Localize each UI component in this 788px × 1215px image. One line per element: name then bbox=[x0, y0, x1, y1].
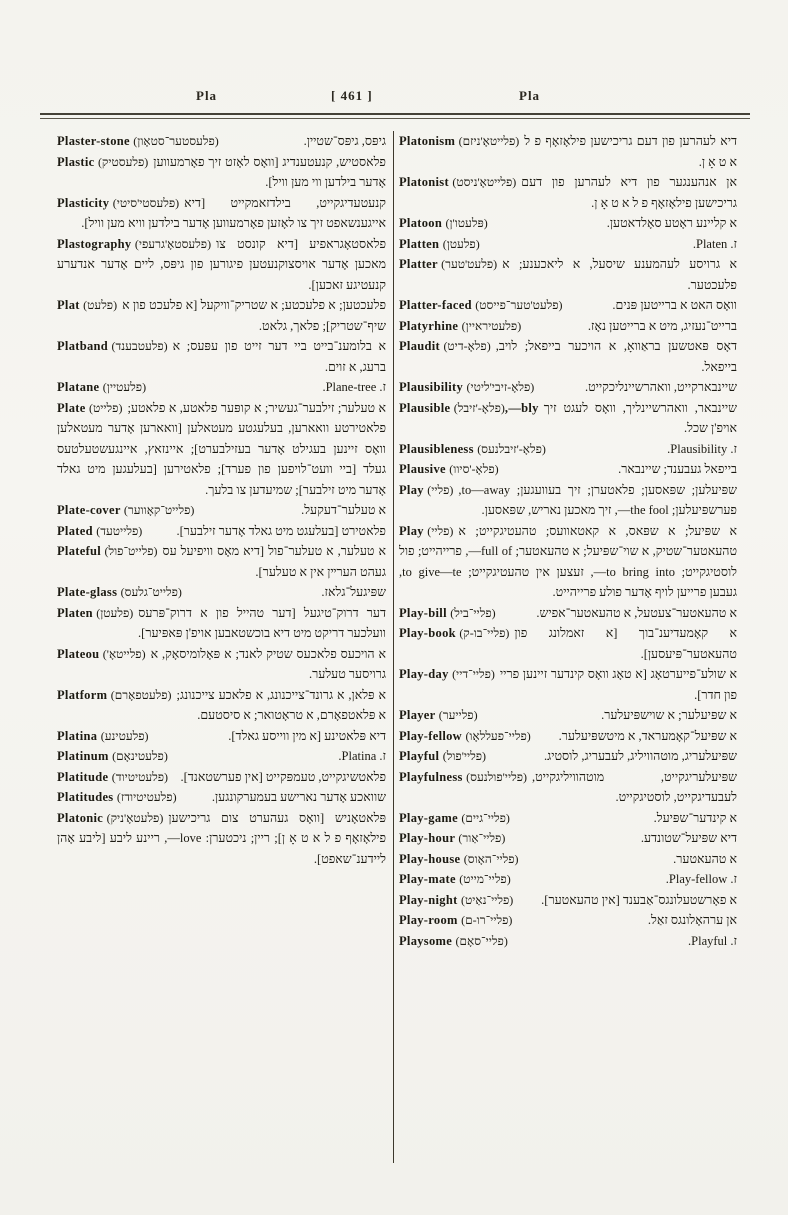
entry-headword: Platinum (פלעטינאָם) bbox=[57, 749, 168, 763]
dictionary-entry bbox=[399, 931, 737, 952]
dictionary-entry bbox=[399, 705, 737, 726]
entry-definition: ז. Playful. bbox=[688, 933, 737, 948]
entry-pronunciation: (פלעטיראיין) bbox=[461, 318, 522, 333]
entry-headword: Plausive (פלאָ-'סיוו) bbox=[399, 462, 499, 476]
entry-pronunciation: (פלעט'טער) bbox=[441, 257, 498, 271]
dictionary-entry bbox=[399, 664, 737, 705]
dictionary-entry bbox=[399, 295, 737, 316]
dictionary-entry bbox=[57, 808, 386, 870]
dictionary-entry bbox=[57, 541, 386, 582]
entry-pronunciation: (פליי) bbox=[427, 482, 454, 497]
dictionary-entry bbox=[399, 828, 737, 849]
entry-definition: גיפּס, גיפּס־שטיין. bbox=[303, 134, 386, 148]
dictionary-entry bbox=[57, 787, 386, 808]
dictionary-columns bbox=[57, 131, 737, 1163]
entry-headword: Platter-faced (פלעט'טער־פייסט) bbox=[399, 298, 563, 312]
entry-pronunciation: (פלייט) bbox=[89, 400, 123, 415]
entry-definition: אן ערהאָלונגס זאַל. bbox=[647, 913, 737, 927]
entry-pronunciation: (פלאָ-דיט) bbox=[443, 339, 491, 353]
entry-headword: Platonism (פלייטאָ'ניזם) bbox=[399, 134, 520, 148]
entry-pronunciation: (פליי'פול) bbox=[442, 749, 487, 763]
dictionary-entry bbox=[399, 234, 737, 255]
entry-definition: דיא שפּיעל־שטונדע. bbox=[640, 831, 737, 845]
entry-pronunciation: (פליי־מייט) bbox=[459, 872, 511, 886]
dictionary-entry bbox=[57, 746, 386, 767]
dictionary-entry bbox=[399, 808, 737, 829]
entry-pronunciation: (פלעטינע) bbox=[100, 728, 149, 743]
entry-pronunciation: (פלייטאָ'ניזם) bbox=[458, 134, 520, 148]
entry-pronunciation: (פלעטינאָם) bbox=[112, 749, 168, 763]
entry-definition: שפּיעלעריגקייט, מוטהוויליגקייט, לעבעדיגקייט, לוסטיגקייט. bbox=[532, 769, 737, 804]
entry-definition: א הויכעס פלאכעס שטיק לאנד; א פּאָלומיסאָק, א גרויסער טעלער. bbox=[150, 646, 386, 681]
entry-headword: Play-book (פליי־בו-ק) bbox=[399, 626, 510, 640]
entry-definition: קנעטעדיגקייט, בילדזאמקייט [דיא אייגענשאפט זיך צו לאָזען פאָרמעווען אָדער בילדען וויא מען וויל]. bbox=[81, 195, 386, 230]
entry-definition: א קאָמעדיענ־בוך [א זאמלונג פון טהעאטער־פּיעסען]. bbox=[514, 626, 737, 661]
entry-definition: ז. Plausibility. bbox=[667, 441, 737, 456]
entry-definition: א טעלער; זילבער־געשיר; א קופּער פלאטע, א פלאטע; פלאטירטע וואארען, בעלעגטע מעטאלען [וואארען אָדער מעטאלען וואָס זיינען בעגילט אָדער בעזילבערט]; איינזאץ, איינגעשטעלטעס געלד [ביי וועט־לויפען פון פערד]; פלאטירען [בעלעגען מיט גאלד אָדער מיט זילבער]; שמיעדען צו בלעך. bbox=[57, 400, 386, 497]
entry-pronunciation: (פלייטעד) bbox=[96, 523, 143, 538]
entry-headword: Plastic (פלעסטיק) bbox=[57, 154, 149, 169]
entry-headword: Platoon (פּלעטו'ן) bbox=[399, 216, 488, 230]
entry-headword: Platitude (פלעטיטיוד) bbox=[57, 769, 169, 784]
entry-pronunciation: (פלייער) bbox=[438, 708, 478, 722]
dictionary-entry bbox=[57, 767, 386, 788]
entry-headword: Play (פליי) bbox=[399, 523, 454, 538]
entry-pronunciation: (פלעט'טער־פייסט) bbox=[475, 298, 563, 312]
entry-pronunciation: (פלאָ-'זיבלנעס) bbox=[477, 441, 546, 456]
entry-pronunciation: (פלעטן) bbox=[442, 236, 480, 251]
entry-headword: Plausible (פלאָ-'זיבל),—bly bbox=[399, 400, 539, 415]
entry-pronunciation: (פליי־אַור) bbox=[458, 831, 506, 845]
entry-pronunciation: (פלאָ-'זיבל) bbox=[453, 400, 505, 415]
entry-headword: Platter (פלעט'טער) bbox=[399, 257, 498, 271]
entry-pronunciation: (פלעט) bbox=[83, 298, 118, 312]
entry-headword: Play-mate (פליי־מייט) bbox=[399, 872, 511, 886]
entry-definition: א שפּיעל־קאָמעראד, א מיטשפּיעלער. bbox=[558, 728, 737, 743]
entry-definition: אן אנהענגער פון דיא לעהרען פון דעם גריכישען פילאָזאָף פ ל א ט אָ ן. bbox=[521, 175, 737, 210]
entry-pronunciation: (פליי) bbox=[427, 523, 454, 538]
entry-definition: א קינדער־שפּיעל. bbox=[653, 810, 737, 825]
dictionary-entry bbox=[57, 644, 386, 685]
entry-definition: א טעלער־דעקעל. bbox=[301, 503, 386, 517]
entry-definition: דיא פּלאטינע [א מין ווייסע גאלד]. bbox=[228, 728, 386, 743]
dictionary-entry bbox=[57, 377, 386, 398]
entry-definition: א טהעאטער־צעטעל, א טהעאטער־אפיש. bbox=[536, 605, 737, 620]
entry-headword: Plateful (פלייט־פול) bbox=[57, 544, 158, 558]
dictionary-entry bbox=[57, 234, 386, 296]
entry-headword: Plate-cover (פלייט־קאָווער) bbox=[57, 503, 195, 517]
entry-definition: דער דרוק־טיגעל [דער טהייל פון א דרוק־פּרעס וועלכער דריקט מיט דיא בוכשטאבען אויפ'ן פּאפּיער]. bbox=[138, 605, 386, 640]
right-column bbox=[399, 131, 737, 1163]
dictionary-entry bbox=[399, 316, 737, 337]
entry-pronunciation: (פלעטיטיוד) bbox=[111, 769, 169, 784]
running-head-right: Pla bbox=[519, 88, 541, 103]
entry-headword: Play-room (פליי־רו-ם) bbox=[399, 913, 513, 927]
entry-definition: פלאסטאָגראפיע [דיא קונסט צו מאכען אָדער אויסצוקנעטען פיגורען פון גיפּס, ליים אָדער אנדערע קנעטיגע זאכען]. bbox=[57, 236, 386, 292]
dictionary-entry bbox=[57, 521, 386, 542]
entry-pronunciation: (פלייטאָ') bbox=[102, 646, 146, 661]
entry-definition: ז. Platina. bbox=[338, 749, 386, 763]
dictionary-entry bbox=[399, 849, 737, 870]
dictionary-entry bbox=[399, 213, 737, 234]
entry-headword: Play-day (פליי־דיי) bbox=[399, 667, 495, 681]
entry-pronunciation: (פליי־נאַיט) bbox=[461, 892, 514, 907]
entry-pronunciation: (פלעטפאָרם) bbox=[110, 687, 172, 702]
left-column bbox=[57, 131, 386, 1163]
entry-headword: Plated (פלייטעד) bbox=[57, 523, 143, 538]
entry-headword: Platonist (פלייטאָ'ניסט) bbox=[399, 175, 517, 189]
entry-headword: Platen (פלעטן) bbox=[57, 605, 134, 620]
entry-definition: בייפאל געבענד; שיינבאר. bbox=[618, 462, 737, 476]
dictionary-entry bbox=[399, 623, 737, 664]
entry-headword: Platina (פלעטינע) bbox=[57, 728, 149, 743]
entry-definition: פּלאטאָניש [וואָס געהערט צום גריכישען פילאָזאָף פ ל א ט אָ ן]; ריין; ניכטערן: love—, ריינע ליבע [ליבע אָהן ליידענ־שאפט]. bbox=[57, 810, 386, 866]
entry-pronunciation: (פלעטיין) bbox=[102, 380, 147, 394]
entry-pronunciation: (פלעטאָ'ניק) bbox=[106, 810, 164, 825]
entry-definition: פלאטירט [בעלעגט מיט גאלד אָדער זילבער]. bbox=[176, 523, 386, 538]
entry-headword: Play-fellow (פליי־פעללאָו) bbox=[399, 728, 531, 743]
entry-definition: א טעלער, א טעלער־פול [דיא מאָס וויפיעל עס געהט הערײן אין א טעלער]. bbox=[162, 544, 386, 579]
dictionary-entry bbox=[399, 459, 737, 480]
dictionary-entry bbox=[399, 746, 737, 767]
entry-definition: ברייט־נעזיג, מיט א ברייטען נאָז. bbox=[587, 318, 737, 333]
entry-pronunciation: (פלעסטער־סטאָון) bbox=[133, 134, 219, 148]
entry-pronunciation: (פליי־גיים) bbox=[461, 810, 510, 825]
entry-definition: א בלומענ־בייט ביי דער זייט פון עפּעס; א ברעג, א זוים. bbox=[172, 339, 386, 374]
entry-headword: Platane (פלעטיין) bbox=[57, 380, 147, 394]
dictionary-entry bbox=[399, 869, 737, 890]
dictionary-entry bbox=[57, 603, 386, 644]
dictionary-entry bbox=[399, 377, 737, 398]
entry-headword: Platband (פלעטבענד) bbox=[57, 339, 168, 353]
entry-definition: א טהעאטער. bbox=[673, 851, 737, 866]
entry-pronunciation: (פלייטאָ'ניסט) bbox=[452, 175, 517, 189]
dictionary-entry bbox=[399, 726, 737, 747]
entry-headword: Plastography (פלעסטאָ'גרעפי) bbox=[57, 236, 212, 251]
entry-headword: Plausibility (פלאָ-זיבי'ליטי) bbox=[399, 380, 535, 394]
entry-headword: Play-hour (פליי־אַור) bbox=[399, 831, 506, 845]
entry-pronunciation: (פלעסטאָ'גרעפי) bbox=[134, 236, 212, 251]
entry-headword: Plate-glass (פלייט־גלעס) bbox=[57, 585, 182, 599]
dictionary-entry bbox=[399, 439, 737, 460]
dictionary-entry bbox=[399, 254, 737, 295]
entry-headword: Platform (פלעטפאָרם) bbox=[57, 687, 172, 702]
entry-pronunciation: (פּלעטו'ן) bbox=[445, 216, 488, 230]
entry-definition: ז. Plane-tree. bbox=[322, 380, 386, 394]
entry-headword: Play (פליי) bbox=[399, 482, 454, 497]
entry-definition: א גרויסע לעהמענע שיסעל, א ליאכענע; א פלעכטער. bbox=[502, 257, 737, 292]
entry-pronunciation: (פליי־ביל) bbox=[450, 605, 496, 620]
entry-definition: א שפּיעל; א שפּאס, א קאטאוועס; טהעטיגקייט; א טהעאטער־שטיק, א שוי־שפּיעל; א טהעאטער; full of—, פרייהייט; פול לוסטיגקייט; to bring into—, זעצען אין טהעטיגקייט; to give—te, געבען פרייען לויף אָדער פולע פרייהייט. bbox=[399, 523, 737, 599]
dictionary-entry bbox=[399, 603, 737, 624]
dictionary-entry bbox=[399, 336, 737, 377]
header-rule bbox=[40, 113, 750, 119]
page-number: [ 461 ] bbox=[331, 88, 373, 103]
dictionary-entry bbox=[57, 131, 386, 152]
entry-headword: Plat (פלעט) bbox=[57, 298, 118, 312]
entry-definition: א קליינע ראָטע סאָלדאטען. bbox=[606, 216, 737, 230]
entry-pronunciation: (פליי־פעללאָו) bbox=[465, 728, 531, 743]
dictionary-entry bbox=[57, 336, 386, 377]
entry-definition: פלאטשיגקייט, טעמפּקייט [אין פערשטאנד]. bbox=[180, 769, 386, 784]
entry-definition: שפּיגעל־גלאז. bbox=[321, 585, 386, 599]
dictionary-entry bbox=[399, 172, 737, 213]
entry-headword: Player (פלייער) bbox=[399, 708, 478, 722]
dictionary-entry bbox=[399, 767, 737, 808]
entry-headword: Plausibleness (פלאָ-'זיבלנעס) bbox=[399, 441, 546, 456]
dictionary-entry bbox=[399, 131, 737, 172]
entry-pronunciation: (פלעסטיק) bbox=[97, 154, 149, 169]
dictionary-entry bbox=[399, 890, 737, 911]
entry-definition: א פאָרשטעלונגס־אַבענד [אין טהעאטער]. bbox=[541, 892, 737, 907]
entry-definition: שוואכע אָדער נארישע בעמערקונגען. bbox=[211, 790, 386, 804]
entry-pronunciation: (פלייט־גלעס) bbox=[120, 585, 182, 599]
entry-definition: א פּלאן, א גרונד־צייכנונג, א פלאכע צייכנונג; א פּלאטפאָרם, א טראָטואר; א סיסטעם. bbox=[176, 687, 386, 722]
entry-headword: Play-bill (פליי־ביל) bbox=[399, 605, 496, 620]
entry-definition: דיא לעהרען פון דעם גריכישען פילאָזאָף פ ל א ט אָ ן. bbox=[524, 134, 737, 169]
entry-pronunciation: (פליי'פולנעס) bbox=[466, 769, 527, 784]
running-head-left: Pla bbox=[196, 88, 218, 103]
entry-pronunciation: (פלאָ-'סיוו) bbox=[449, 462, 499, 476]
entry-headword: Playfulness (פליי'פולנעס) bbox=[399, 769, 527, 784]
entry-headword: Play-game (פליי־גיים) bbox=[399, 810, 510, 825]
entry-headword: Platten (פלעטן) bbox=[399, 236, 480, 251]
entry-definition: א שולע־פייערטאָג [א טאָג וואָס קינדער זיינען פריי פון חדר]. bbox=[499, 667, 737, 702]
entry-headword: Platyrhine (פלעטיראיין) bbox=[399, 318, 522, 333]
entry-pronunciation: (פלאָ-זיבי'ליטי) bbox=[466, 380, 535, 394]
entry-pronunciation: (פלעטבענד) bbox=[111, 339, 168, 353]
dictionary-entry bbox=[57, 295, 386, 336]
entry-definition: וואָס האט א ברייטען פּנים. bbox=[612, 298, 737, 312]
entry-definition: דאָס פּאטשען בראַוואָ, א הויכער בייפאל; לויב, בייפאל. bbox=[495, 339, 737, 374]
dictionary-entry bbox=[57, 500, 386, 521]
entry-definition: שיינבארקייט, וואהרשיינליכקייט. bbox=[584, 380, 737, 394]
entry-definition: ז. Platen. bbox=[692, 236, 737, 251]
entry-pronunciation: (פליי־בו-ק) bbox=[459, 626, 510, 640]
entry-pronunciation: (פלעסטי'סיטי) bbox=[112, 195, 180, 210]
entry-definition: שפּיעלעריג, מוטהוויליג, לעבעריג, לוסטיג. bbox=[543, 749, 737, 763]
dictionary-entry bbox=[57, 152, 386, 193]
entry-definition: א שפּיעלער; א שוישפּיעלער. bbox=[601, 708, 737, 722]
dictionary-entry bbox=[57, 193, 386, 234]
entry-headword: Plate (פלייט) bbox=[57, 400, 123, 415]
entry-pronunciation: (פלעטיטיודז) bbox=[116, 790, 177, 804]
entry-pronunciation: (פליי־דיי) bbox=[452, 667, 495, 681]
entry-pronunciation: (פלייט־פול) bbox=[104, 544, 158, 558]
entry-definition: פלעכטען; א פלעכטע; א שטריק־וויקעל [א פלעכט פון א שיף־שטריק]; פלאך, גלאט. bbox=[122, 298, 386, 333]
dictionary-entry bbox=[399, 910, 737, 931]
dictionary-entry bbox=[57, 398, 386, 501]
entry-headword: Playful (פליי'פול) bbox=[399, 749, 487, 763]
entry-definition: פלאסטיש, קנעטענדיג [וואָס לאָזט זיך פאָרמעווען אָדער בילדען ווי מען וויל]. bbox=[153, 154, 386, 189]
entry-definition: שיינבאר, וואהרשיינליך, וואָס לעגט זיך אויפ'ן שכל. bbox=[543, 400, 737, 435]
column-divider bbox=[393, 131, 394, 1163]
entry-headword: Play-night (פליי־נאַיט) bbox=[399, 892, 514, 907]
entry-headword: Plaster-stone (פלעסטער־סטאָון) bbox=[57, 134, 219, 148]
entry-definition: שפּיעלען; שפּאסען; פלאטערן; זיך בעוועגען; to—away, פערשפּיעלען; the fool—, זיך מאכען נאריש, שפּאסען. bbox=[458, 482, 737, 517]
dictionary-entry bbox=[57, 582, 386, 603]
entry-headword: Plateou (פלייטאָ') bbox=[57, 646, 146, 661]
entry-definition: ז. Play-fellow. bbox=[665, 872, 737, 886]
entry-headword: Plasticity (פלעסטי'סיטי) bbox=[57, 195, 180, 210]
dictionary-entry bbox=[57, 726, 386, 747]
entry-headword: Platonic (פלעטאָ'ניק) bbox=[57, 810, 164, 825]
entry-headword: Play-house (פליי־האָוס) bbox=[399, 851, 519, 866]
entry-pronunciation: (פליי־רו-ם) bbox=[461, 913, 513, 927]
dictionary-entry bbox=[399, 398, 737, 439]
entry-pronunciation: (פלעטן) bbox=[96, 605, 134, 620]
entry-pronunciation: (פליי־האָוס) bbox=[463, 851, 519, 866]
entry-headword: Plaudit (פלאָ-דיט) bbox=[399, 339, 491, 353]
entry-headword: Platitudes (פלעטיטיודז) bbox=[57, 790, 177, 804]
entry-pronunciation: (פלייט־קאָווער) bbox=[123, 503, 195, 517]
dictionary-entry bbox=[57, 685, 386, 726]
entry-headword: Playsome (פליי־סאָם) bbox=[399, 933, 508, 948]
dictionary-entry bbox=[399, 480, 737, 521]
entry-pronunciation: (פליי־סאָם) bbox=[455, 933, 508, 948]
dictionary-entry bbox=[399, 521, 737, 603]
